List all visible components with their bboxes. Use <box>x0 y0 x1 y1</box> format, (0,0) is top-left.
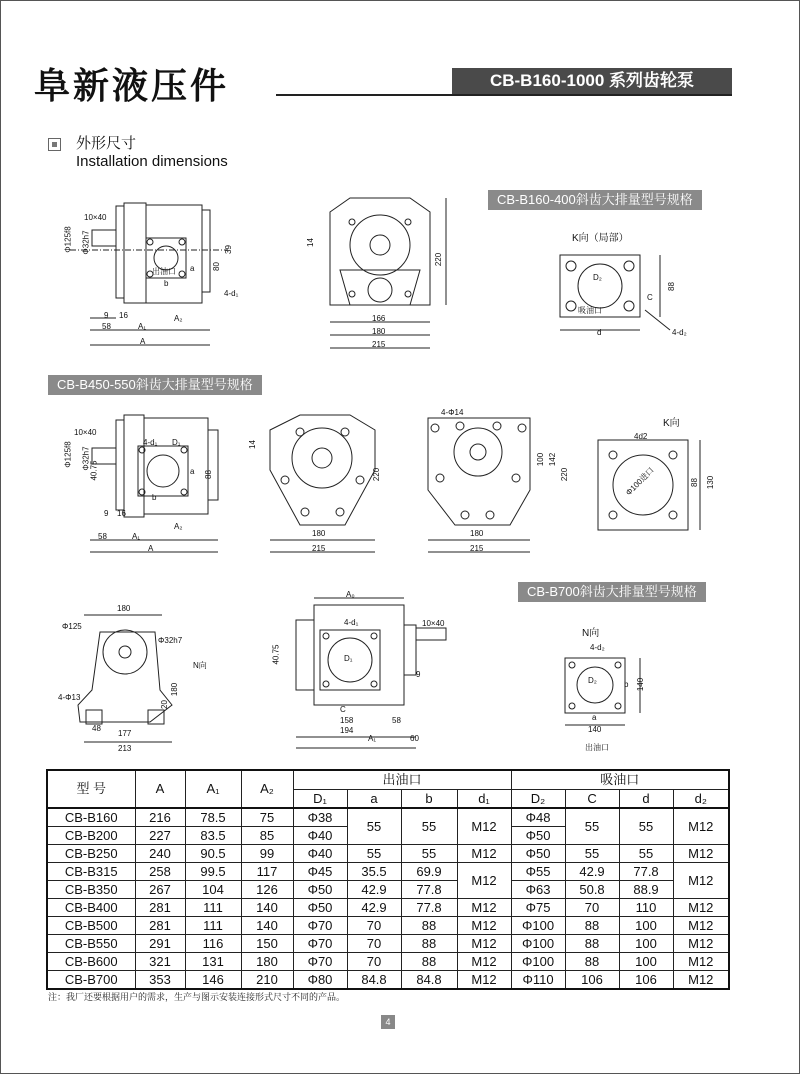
dim-label: 14 <box>247 440 257 449</box>
dim-label: 180 <box>470 529 484 538</box>
cell-d1: M12 <box>457 845 511 863</box>
cell-model: CB-B350 <box>47 881 135 899</box>
cell-D1: Φ70 <box>293 953 347 971</box>
cell-D1: Φ70 <box>293 917 347 935</box>
footnote: 注：我厂还要根据用户的需求，生产与图示安装连接形式尺寸不同的产品。 <box>48 993 346 1003</box>
th-d2: d₂ <box>673 790 729 809</box>
dim-label: 4-d₁ <box>143 438 158 447</box>
cell-d: 100 <box>619 935 673 953</box>
cell-A1: 83.5 <box>185 827 241 845</box>
th-A1: A₁ <box>185 770 241 808</box>
cell-b: 88 <box>401 935 457 953</box>
cell-D2: Φ100 <box>511 917 565 935</box>
dim-label: a <box>190 467 195 476</box>
spec-tag-b160-400: CB-B160-400斜齿大排量型号规格 <box>488 190 702 210</box>
cell-A1: 131 <box>185 953 241 971</box>
cell-A1: 99.5 <box>185 863 241 881</box>
table-row <box>47 971 729 990</box>
dim-label: Φ100进口 <box>624 465 656 498</box>
th-D2: D₂ <box>511 790 565 809</box>
dim-label: 40.75 <box>271 644 281 665</box>
dim-label: 4-Φ14 <box>441 408 464 417</box>
th-model: 型 号 <box>47 770 135 808</box>
dim-label: 177 <box>118 729 132 738</box>
table-row <box>47 899 729 917</box>
cell-model: CB-B700 <box>47 971 135 990</box>
dim-label: A₂ <box>174 522 183 531</box>
dim-label: 194 <box>340 726 354 735</box>
th-d1: d₁ <box>457 790 511 809</box>
dim-label: 220 <box>372 467 382 482</box>
dim-label: 4d2 <box>634 432 648 441</box>
cell-A2: 85 <box>241 827 293 845</box>
cell-model: CB-B500 <box>47 917 135 935</box>
cell-model: CB-B400 <box>47 899 135 917</box>
cell-model: CB-B250 <box>47 845 135 863</box>
section-title-en: Installation dimensions <box>76 153 228 170</box>
dim-label: 20 <box>159 700 169 709</box>
th-C: C <box>565 790 619 809</box>
cell-C: 88 <box>565 917 619 935</box>
dim-label: 180 <box>372 327 386 336</box>
dim-label: Φ125 <box>62 622 82 631</box>
cell-A: 321 <box>135 953 185 971</box>
table-row <box>47 917 729 935</box>
table-row <box>47 881 729 899</box>
dim-label: 10×40 <box>84 213 107 222</box>
cell-D2: Φ75 <box>511 899 565 917</box>
view-title: N向 <box>582 628 600 639</box>
cell-d: 106 <box>619 971 673 990</box>
cell-A1: 90.5 <box>185 845 241 863</box>
cell-d1: M12 <box>457 808 511 845</box>
view-title: K向（局部） <box>572 233 629 244</box>
brand-logo: 阜新液压件 <box>34 66 230 107</box>
page-number: 4 <box>381 1015 395 1029</box>
cell-D1: Φ38 <box>293 808 347 827</box>
dim-label: D₁ <box>344 654 353 663</box>
dim-label: C <box>647 293 653 302</box>
dim-label: D₂ <box>588 676 597 685</box>
cell-d2: M12 <box>673 971 729 990</box>
cell-A2: 140 <box>241 899 293 917</box>
dim-label: 130 <box>706 475 716 490</box>
dim-label: 9 <box>416 670 421 679</box>
view-title: K向 <box>663 418 680 429</box>
cell-d2: M12 <box>673 899 729 917</box>
cell-D2: Φ110 <box>511 971 565 990</box>
cell-d1: M12 <box>457 917 511 935</box>
dim-label: d <box>597 328 602 337</box>
dim-label: 出油口 <box>152 267 176 276</box>
cell-d: 100 <box>619 953 673 971</box>
cell-b: 55 <box>401 808 457 845</box>
dim-label: Φ32h7 <box>158 636 183 645</box>
dim-label: 58 <box>98 532 107 541</box>
cell-D1: Φ45 <box>293 863 347 881</box>
cell-D1: Φ50 <box>293 881 347 899</box>
dim-label: 213 <box>118 744 132 753</box>
cell-a: 42.9 <box>347 881 401 899</box>
dim-label: 80 <box>211 262 221 271</box>
dim-label: 4-Φ13 <box>58 693 81 702</box>
cell-a: 70 <box>347 917 401 935</box>
dim-label: A₁ <box>368 734 377 743</box>
cell-A2: 180 <box>241 953 293 971</box>
spec-tag-b700: CB-B700斜齿大排量型号规格 <box>518 582 706 602</box>
section-title-cn: 外形尺寸 <box>76 134 137 152</box>
dim-label: b <box>164 279 169 288</box>
dim-label: 140 <box>588 725 602 734</box>
cell-A1: 116 <box>185 935 241 953</box>
dim-label: 220 <box>434 252 444 267</box>
th-d: d <box>619 790 673 809</box>
cell-d1: M12 <box>457 863 511 899</box>
table-row <box>47 808 729 827</box>
cell-A: 267 <box>135 881 185 899</box>
cell-A: 216 <box>135 808 185 827</box>
dim-label: 180 <box>117 604 131 613</box>
cell-A: 281 <box>135 917 185 935</box>
th-A2: A₂ <box>241 770 293 808</box>
cell-b: 77.8 <box>401 899 457 917</box>
cell-A1: 111 <box>185 899 241 917</box>
cell-b: 88 <box>401 917 457 935</box>
cell-d2: M12 <box>673 935 729 953</box>
dim-label: A <box>148 544 154 553</box>
dim-label: 180 <box>312 529 326 538</box>
cell-d: 55 <box>619 808 673 845</box>
cell-C: 50.8 <box>565 881 619 899</box>
cell-A: 227 <box>135 827 185 845</box>
dim-label: A₀ <box>346 590 355 599</box>
cell-D1: Φ80 <box>293 971 347 990</box>
dim-label: 58 <box>102 322 111 331</box>
dim-label: 88 <box>666 282 676 291</box>
cell-D2: Φ100 <box>511 953 565 971</box>
table-row <box>47 845 729 863</box>
cell-a: 55 <box>347 845 401 863</box>
table-row <box>47 935 729 953</box>
dim-label: Φ32h7 <box>81 230 91 255</box>
cell-a: 70 <box>347 953 401 971</box>
cell-model: CB-B315 <box>47 863 135 881</box>
cell-model: CB-B550 <box>47 935 135 953</box>
cell-a: 42.9 <box>347 899 401 917</box>
cell-D1: Φ50 <box>293 899 347 917</box>
series-title: CB-B160-1000 系列齿轮泵 <box>452 68 732 94</box>
dim-label: 100 <box>536 452 546 467</box>
dim-label: 4-d₂ <box>590 643 605 652</box>
cell-A: 291 <box>135 935 185 953</box>
cell-a: 84.8 <box>347 971 401 990</box>
cell-D2: Φ48 <box>511 808 565 827</box>
cell-d1: M12 <box>457 899 511 917</box>
cell-D1: Φ70 <box>293 935 347 953</box>
dim-label: 14 <box>305 238 315 247</box>
dim-label: A <box>140 337 146 346</box>
dim-label: A₂ <box>174 314 183 323</box>
dim-label: b <box>152 493 157 502</box>
dim-label: 180 <box>170 682 180 697</box>
dim-label: D₂ <box>593 273 602 282</box>
dim-label: 出油口 <box>585 743 609 752</box>
cell-C: 55 <box>565 845 619 863</box>
dim-label: A₁ <box>132 532 141 541</box>
cell-d2: M12 <box>673 917 729 935</box>
cell-A2: 126 <box>241 881 293 899</box>
th-b: b <box>401 790 457 809</box>
dim-label: 215 <box>312 544 326 553</box>
th-outlet: 出油口 <box>293 770 511 790</box>
cell-d: 100 <box>619 917 673 935</box>
dim-label: 88 <box>689 478 699 487</box>
cell-A1: 104 <box>185 881 241 899</box>
cell-C: 55 <box>565 808 619 845</box>
cell-A1: 146 <box>185 971 241 990</box>
dim-label: A₁ <box>138 322 147 331</box>
dim-label: 140 <box>636 677 646 692</box>
cell-model: CB-B200 <box>47 827 135 845</box>
cell-b: 88 <box>401 953 457 971</box>
dim-label: 58 <box>392 716 401 725</box>
cell-D2: Φ55 <box>511 863 565 881</box>
cell-A2: 99 <box>241 845 293 863</box>
cell-d2: M12 <box>673 863 729 899</box>
cell-a: 70 <box>347 935 401 953</box>
cell-d1: M12 <box>457 971 511 990</box>
cell-D2: Φ63 <box>511 881 565 899</box>
th-D1: D₁ <box>293 790 347 809</box>
dim-label: 48 <box>92 724 101 733</box>
dim-label: 142 <box>548 452 558 467</box>
dim-label: D₁ <box>172 438 181 447</box>
dim-label: 166 <box>372 314 386 323</box>
cell-model: CB-B600 <box>47 953 135 971</box>
cell-A1: 111 <box>185 917 241 935</box>
cell-A: 353 <box>135 971 185 990</box>
dim-label: 9 <box>104 509 109 518</box>
cell-C: 70 <box>565 899 619 917</box>
cell-A: 258 <box>135 863 185 881</box>
dim-label: 9 <box>104 311 109 320</box>
dim-label: 215 <box>470 544 484 553</box>
cell-d1: M12 <box>457 953 511 971</box>
dim-label: N向 <box>193 661 207 670</box>
th-A: A <box>135 770 185 808</box>
cell-A2: 150 <box>241 935 293 953</box>
dim-label: 158 <box>340 716 354 725</box>
cell-A: 240 <box>135 845 185 863</box>
cell-d1: M12 <box>457 935 511 953</box>
cell-d: 77.8 <box>619 863 673 881</box>
dim-label: 88 <box>203 470 213 479</box>
spec-table <box>46 769 730 990</box>
th-a: a <box>347 790 401 809</box>
cell-d2: M12 <box>673 953 729 971</box>
dim-label: Φ32h7 <box>81 446 91 471</box>
cell-d: 55 <box>619 845 673 863</box>
table-row <box>47 953 729 971</box>
cell-b: 69.9 <box>401 863 457 881</box>
dim-label: 40.75 <box>89 460 99 481</box>
cell-b: 84.8 <box>401 971 457 990</box>
dim-label: 10×40 <box>422 619 445 628</box>
dim-label: a <box>592 713 597 722</box>
cell-b: 77.8 <box>401 881 457 899</box>
cell-C: 106 <box>565 971 619 990</box>
cell-d2: M12 <box>673 808 729 845</box>
cell-d: 110 <box>619 899 673 917</box>
cell-D2: Φ50 <box>511 827 565 845</box>
cell-a: 55 <box>347 808 401 845</box>
cell-D1: Φ40 <box>293 827 347 845</box>
dim-label: 4-d₂ <box>672 328 687 337</box>
dim-label: 吸油口 <box>578 306 602 315</box>
cell-A1: 78.5 <box>185 808 241 827</box>
cell-D2: Φ50 <box>511 845 565 863</box>
dim-label: 16 <box>117 509 126 518</box>
cell-A2: 140 <box>241 917 293 935</box>
spec-tag-b450-550: CB-B450-550斜齿大排量型号规格 <box>48 375 262 395</box>
dim-label: 220 <box>560 467 570 482</box>
cell-d: 88.9 <box>619 881 673 899</box>
cell-D2: Φ100 <box>511 935 565 953</box>
cell-A2: 75 <box>241 808 293 827</box>
cell-A2: 210 <box>241 971 293 990</box>
dim-label: b <box>624 680 629 689</box>
dim-label: 215 <box>372 340 386 349</box>
cell-A: 281 <box>135 899 185 917</box>
dim-label: a <box>190 264 195 273</box>
cell-d2: M12 <box>673 845 729 863</box>
dim-label: 39 <box>223 245 233 254</box>
dim-label: 4-d₁ <box>224 289 239 298</box>
cell-C: 88 <box>565 935 619 953</box>
dim-label: 60 <box>410 734 419 743</box>
cell-b: 55 <box>401 845 457 863</box>
dim-label: 10×40 <box>74 428 97 437</box>
dim-label: Φ125f8 <box>63 441 73 468</box>
table-row <box>47 863 729 881</box>
cell-A2: 117 <box>241 863 293 881</box>
cell-C: 42.9 <box>565 863 619 881</box>
cell-C: 88 <box>565 953 619 971</box>
dim-label: Φ125f8 <box>63 226 73 253</box>
dim-label: 4-d₁ <box>344 618 359 627</box>
dim-label: C <box>340 705 346 714</box>
th-inlet: 吸油口 <box>511 770 729 790</box>
cell-a: 35.5 <box>347 863 401 881</box>
cell-D1: Φ40 <box>293 845 347 863</box>
cell-model: CB-B160 <box>47 808 135 827</box>
dim-label: 16 <box>119 311 128 320</box>
